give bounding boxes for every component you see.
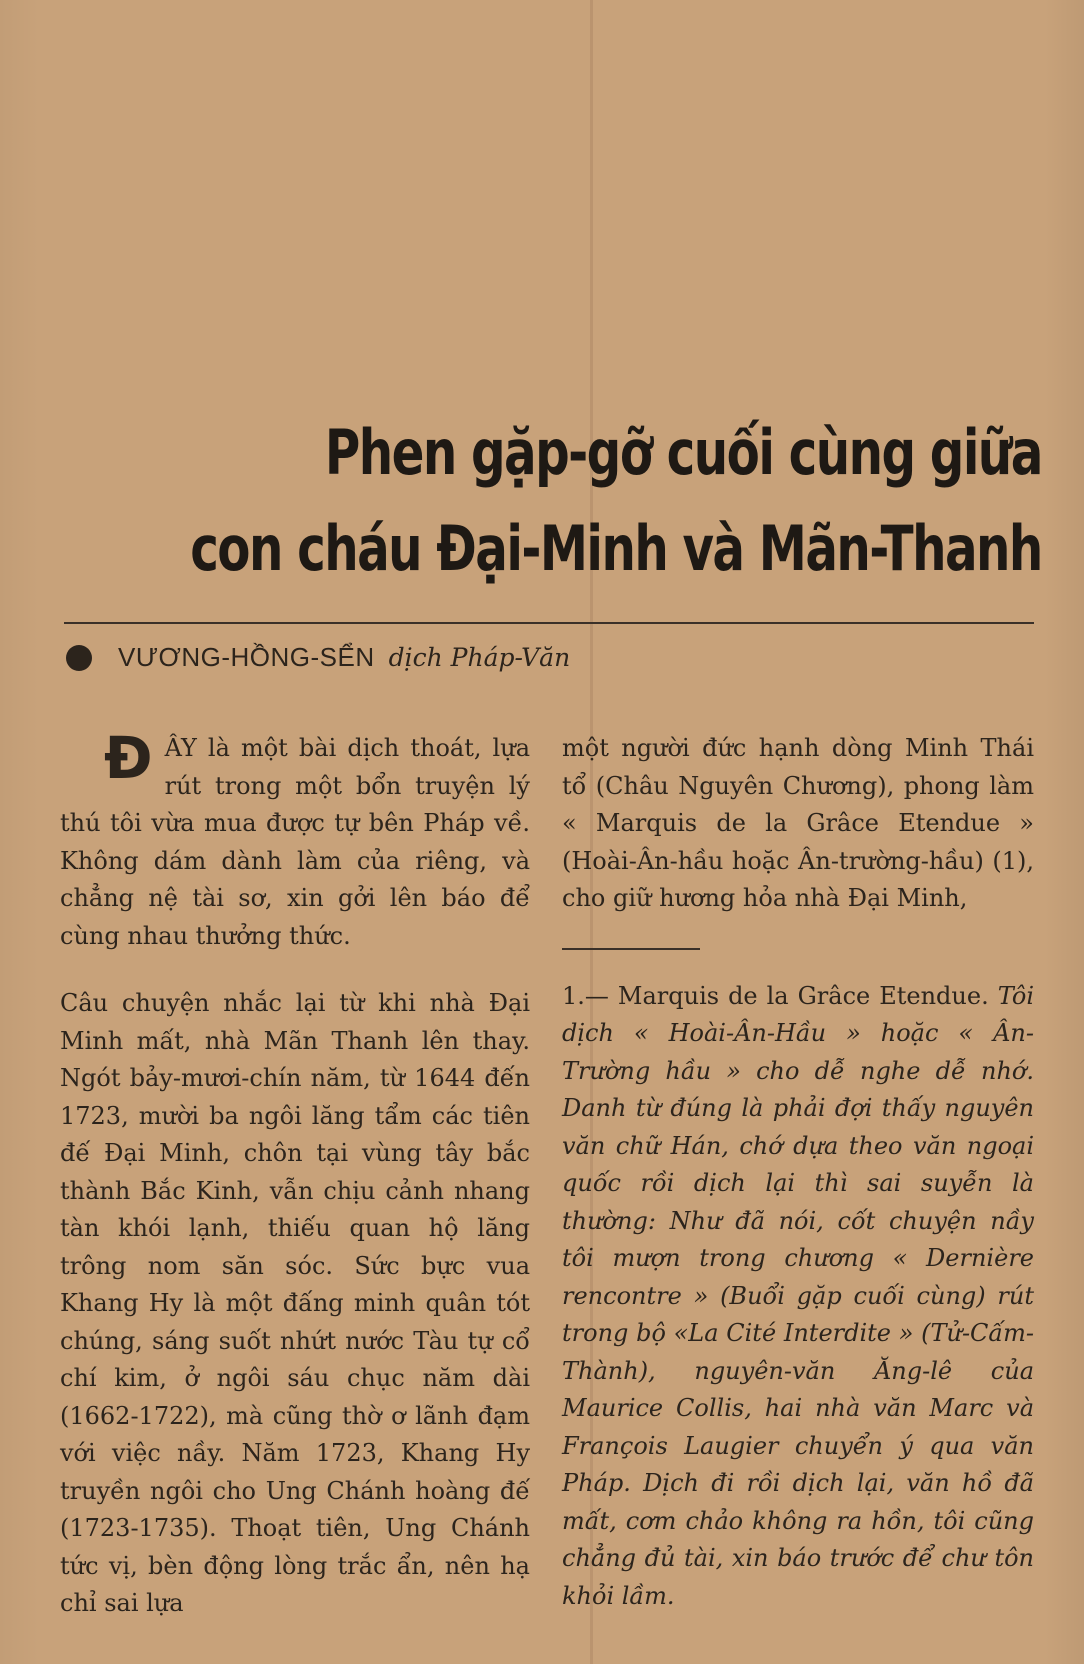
right-column [562, 730, 1034, 1615]
title-rule [64, 622, 1034, 624]
bullet-icon [66, 645, 92, 671]
footnote-head: 1.— Marquis de la Grâce Etendue. [562, 981, 989, 1010]
article-title [0, 405, 1042, 597]
drop-cap: Đ [104, 724, 153, 792]
intro-text: ÂY là một bài dịch thoát, lựa rút trong một bổn truyện lý thú tôi vừa mua được tự bên Pháp về. Không dám dành làm của riêng, và chẳng nệ tài sơ, xin gởi lên báo để cùng nhau thưởng thức. [60, 734, 530, 950]
author-name: VƯƠNG-HỒNG-SỂN [118, 642, 375, 672]
footnote-rule [562, 948, 700, 950]
title-line-2: con cháu Đại-Minh và Mãn-Thanh [190, 512, 1042, 585]
footnote-body: Tôi dịch « Hoài-Ân-Hầu » hoặc « Ân-Trường hầu » cho dễ nghe dễ nhớ. Danh từ đúng là phải đợi thấy nguyên văn chữ Hán, chớ dựa theo văn ngoại quốc rồi dịch lại thì sai suyễn là thường: Như đã nói, cốt chuyện nầy tôi mượn trong chương « Dernière rencontre » (Buổi gặp cuối cùng) rút trong bộ «La Cité Interdite » (Tử-Cấm-Thành), nguyên-văn Ăng-lê của Maurice Collis, hai nhà văn Marc và François Laugier chuyển ý qua văn Pháp. Dịch đi rồi dịch lại, văn hồ đã mất, cơm chảo không ra hồn, tôi cũng chẳng đủ tài, xin báo trước để chư tôn khỏi lầm. [562, 981, 1034, 1610]
left-column [60, 724, 530, 1623]
translator-note: dịch Pháp-Văn [388, 643, 571, 672]
continuation-paragraph: một người đức hạnh dòng Minh Thái tổ (Châu Nguyên Chương), phong làm « Marquis de la Grâce Etendue » (Hoài-Ân-hầu hoặc Ân-trường-hầu) (1), cho giữ hương hỏa nhà Đại Minh, [562, 734, 1034, 912]
intro-paragraph [60, 724, 530, 955]
story-paragraph: Câu chuyện nhắc lại từ khi nhà Đại Minh mất, nhà Mãn Thanh lên thay. Ngót bảy-mươi-chín năm, từ 1644 đến 1723, mười ba ngôi lăng tẩm các tiên đế Đại Minh, chôn tại vùng tây bắc thành Bắc Kinh, vẫn chịu cảnh nhang tàn khói lạnh, thiếu quan hộ lăng trông nom săn sóc. Sức bực vua Khang Hy là một đấng minh quân tót chúng, sáng suốt nhứt nước Tàu tự cổ chí kim, ở ngôi sáu chục năm dài (1662-1722), mà cũng thờ ơ lãnh đạm với việc nầy. Năm 1723, Khang Hy truyền ngôi cho Ung Chánh hoàng đế (1723-1735). Thoạt tiên, Ung Chánh tức vị, bèn động lòng trắc ẩn, nên hạ chỉ sai lựa [60, 989, 530, 1617]
byline [66, 642, 570, 673]
footnote [562, 978, 1034, 1616]
title-line-1: Phen gặp-gỡ cuối cùng giữa [325, 416, 1042, 489]
